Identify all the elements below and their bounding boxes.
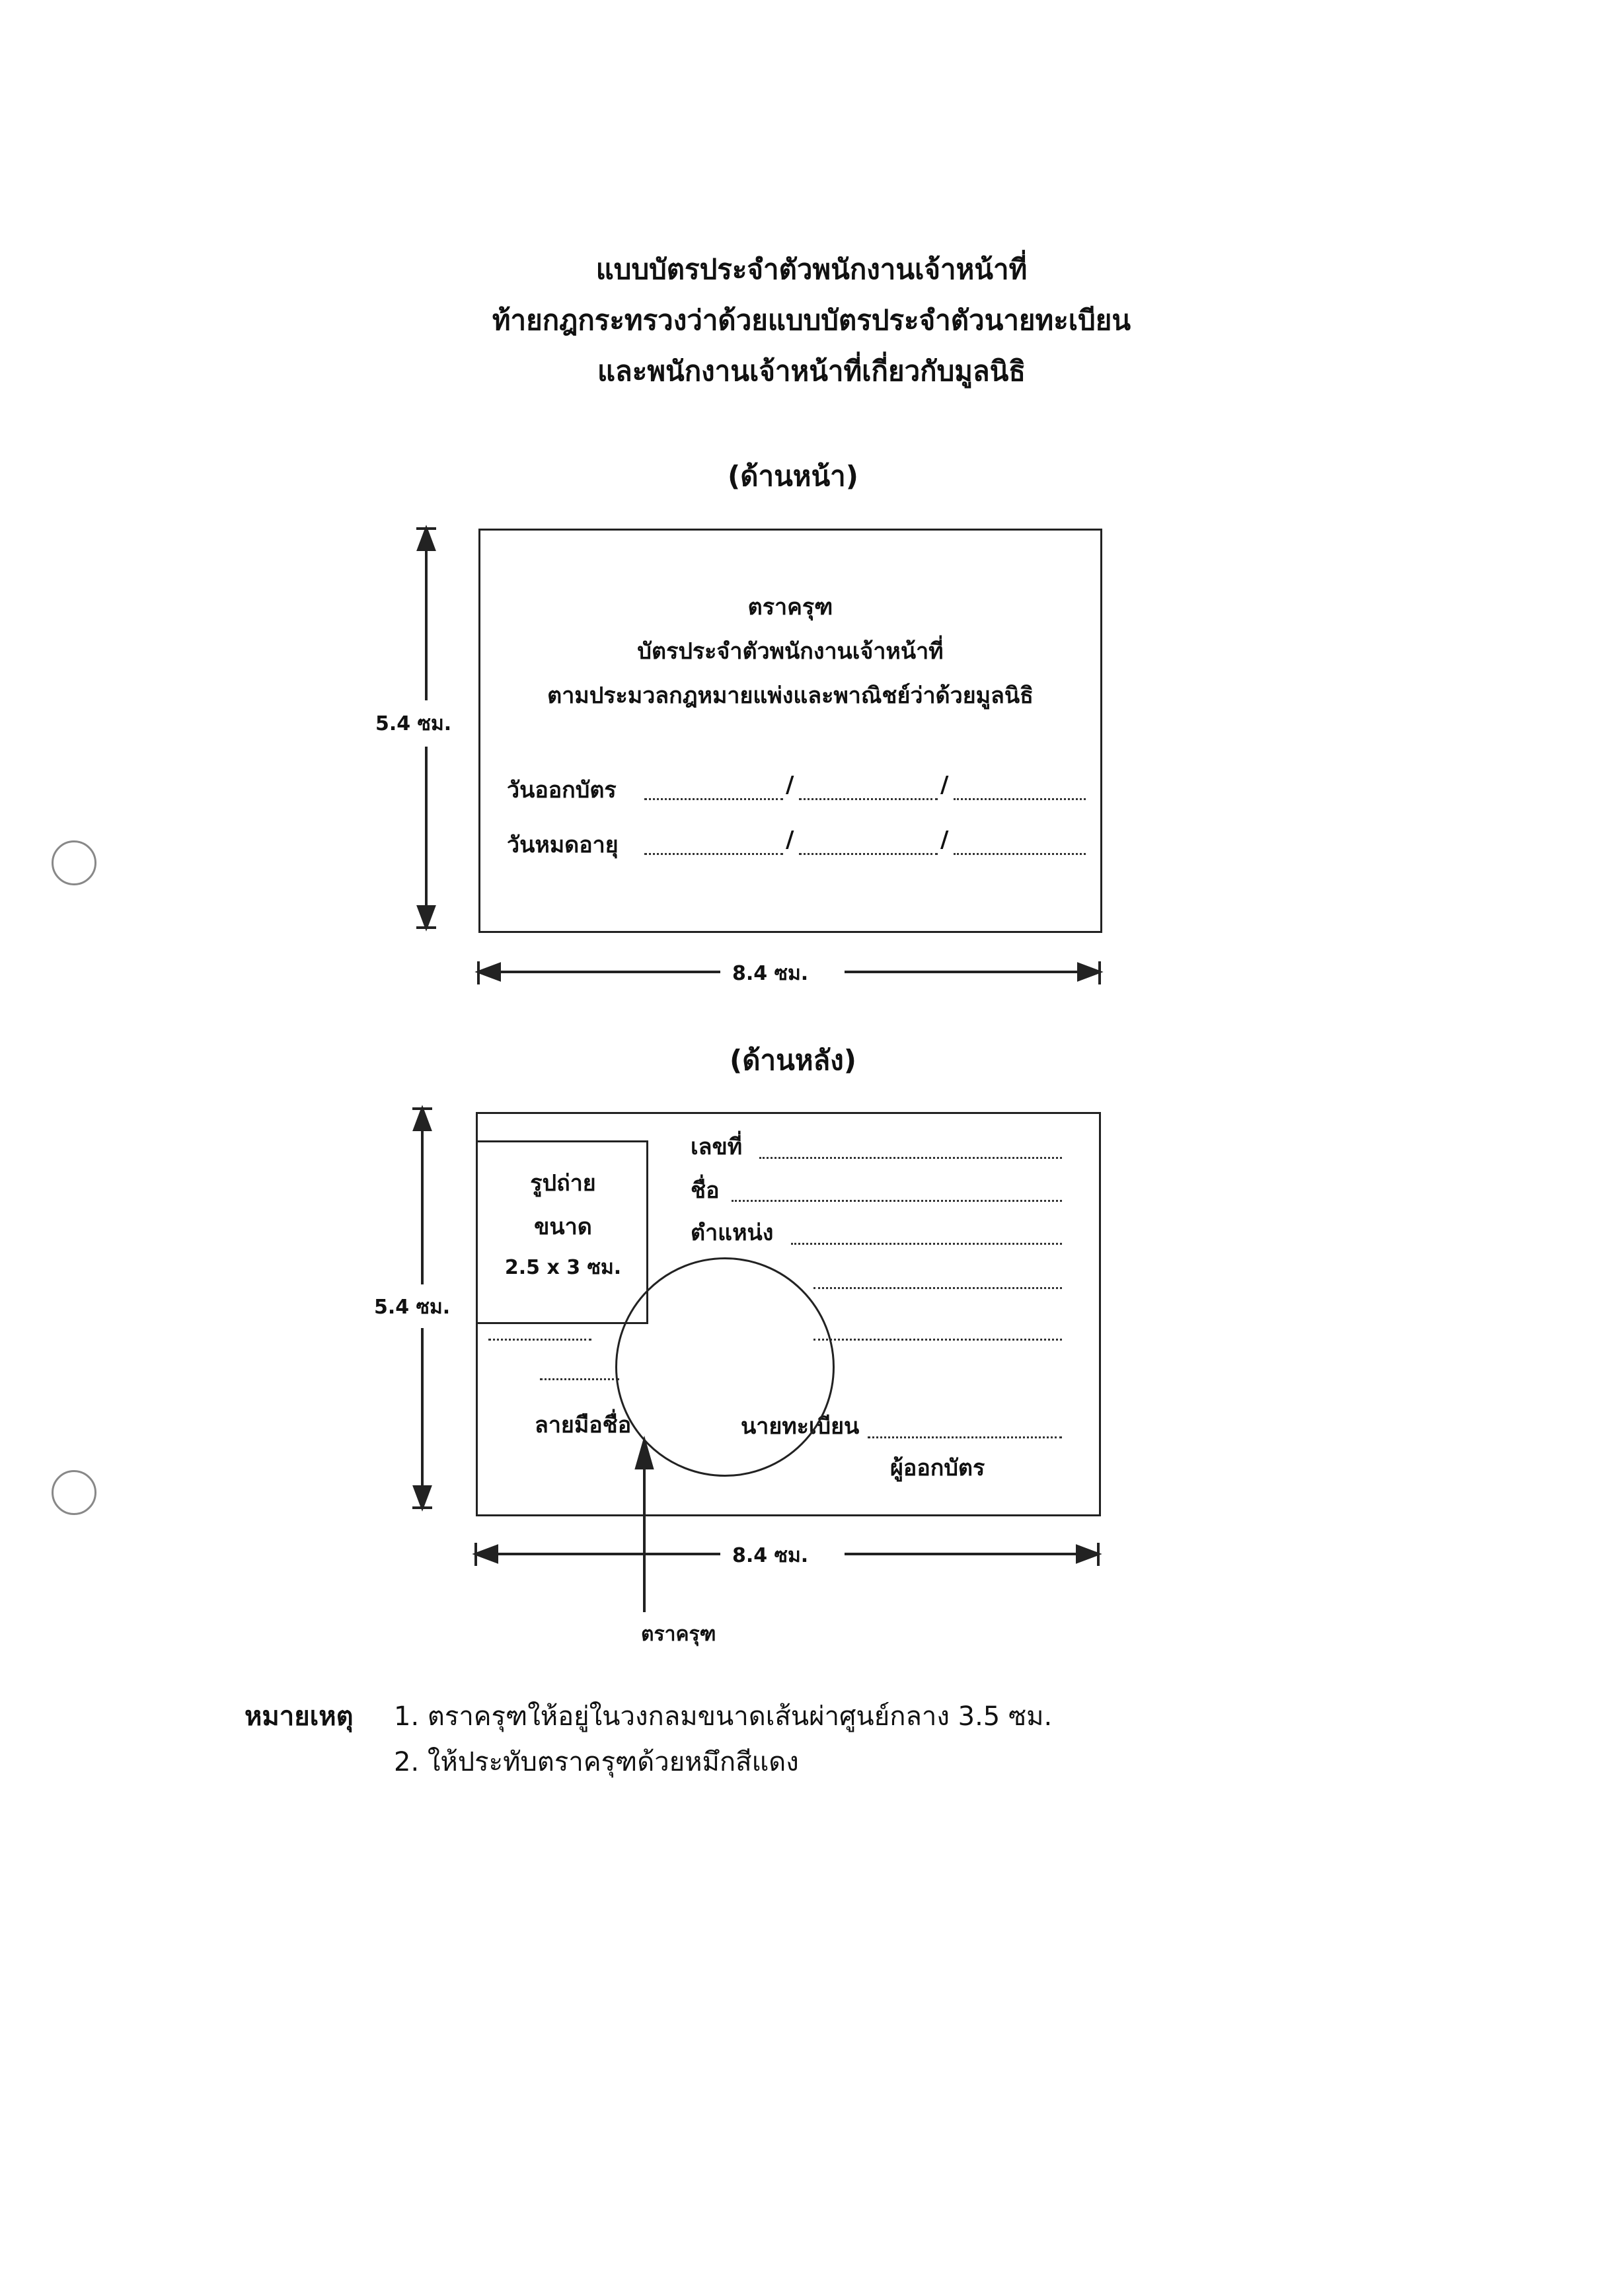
issue-date-separator-2: / — [940, 772, 949, 798]
front-width-dimension: 8.4 ซม. — [724, 958, 816, 989]
expiry-date-separator-1: / — [786, 827, 794, 853]
issue-date-separator-1: / — [786, 772, 794, 798]
front-emblem-label: ตราครุฑ — [747, 594, 833, 620]
number-label: เลขที่ — [691, 1134, 743, 1160]
issuer-label: ผู้ออกบัตร — [890, 1455, 985, 1481]
page-title-line-3: และพนักงานเจ้าหน้าที่เกี่ยวกับมูลนิธิ — [597, 355, 1026, 387]
note-item-1: 1. ตราครุฑให้อยู่ในวงกลมขนาดเส้นผ่าศูนย์กลาง 3.5 ซม. — [394, 1701, 1053, 1732]
front-height-dimension: 5.4 ซม. — [367, 708, 459, 739]
emblem-pointer-label: ตราครุฑ — [633, 1619, 724, 1650]
back-side-label: (ด้านหลัง) — [730, 1044, 856, 1076]
photo-size-label: ขนาด — [534, 1214, 592, 1240]
page-title-line-1: แบบบัตรประจำตัวพนักงานเจ้าหน้าที่ — [595, 253, 1028, 285]
position-label: ตำแหน่ง — [691, 1220, 774, 1246]
expiry-date-label: วันหมดอายุ — [507, 832, 619, 858]
notes-heading: หมายเหตุ — [245, 1701, 354, 1732]
photo-label: รูปถ่าย — [530, 1170, 596, 1197]
issue-date-label: วันออกบัตร — [507, 777, 617, 803]
signature-label: ลายมือชื่อ — [535, 1412, 632, 1438]
back-height-dimension: 5.4 ซม. — [366, 1292, 458, 1323]
name-label: ชื่อ — [691, 1177, 720, 1204]
page-title-line-2: ท้ายกฎกระทรวงว่าด้วยแบบบัตรประจำตัวนายทะเบียน — [492, 304, 1131, 336]
photo-dimensions: 2.5 x 3 ซม. — [504, 1256, 622, 1279]
front-side-label: (ด้านหน้า) — [728, 460, 858, 492]
front-card-subtitle: ตามประมวลกฎหมายแพ่งและพาณิชย์ว่าด้วยมูลนิธิ — [547, 683, 1034, 709]
front-card-title: บัตรประจำตัวพนักงานเจ้าหน้าที่ — [637, 638, 944, 665]
expiry-date-separator-2: / — [940, 827, 949, 853]
registrar-label: นายทะเบียน — [741, 1413, 860, 1440]
back-width-dimension: 8.4 ซม. — [724, 1540, 816, 1571]
note-item-2: 2. ให้ประทับตราครุฑด้วยหมึกสีแดง — [394, 1747, 799, 1777]
